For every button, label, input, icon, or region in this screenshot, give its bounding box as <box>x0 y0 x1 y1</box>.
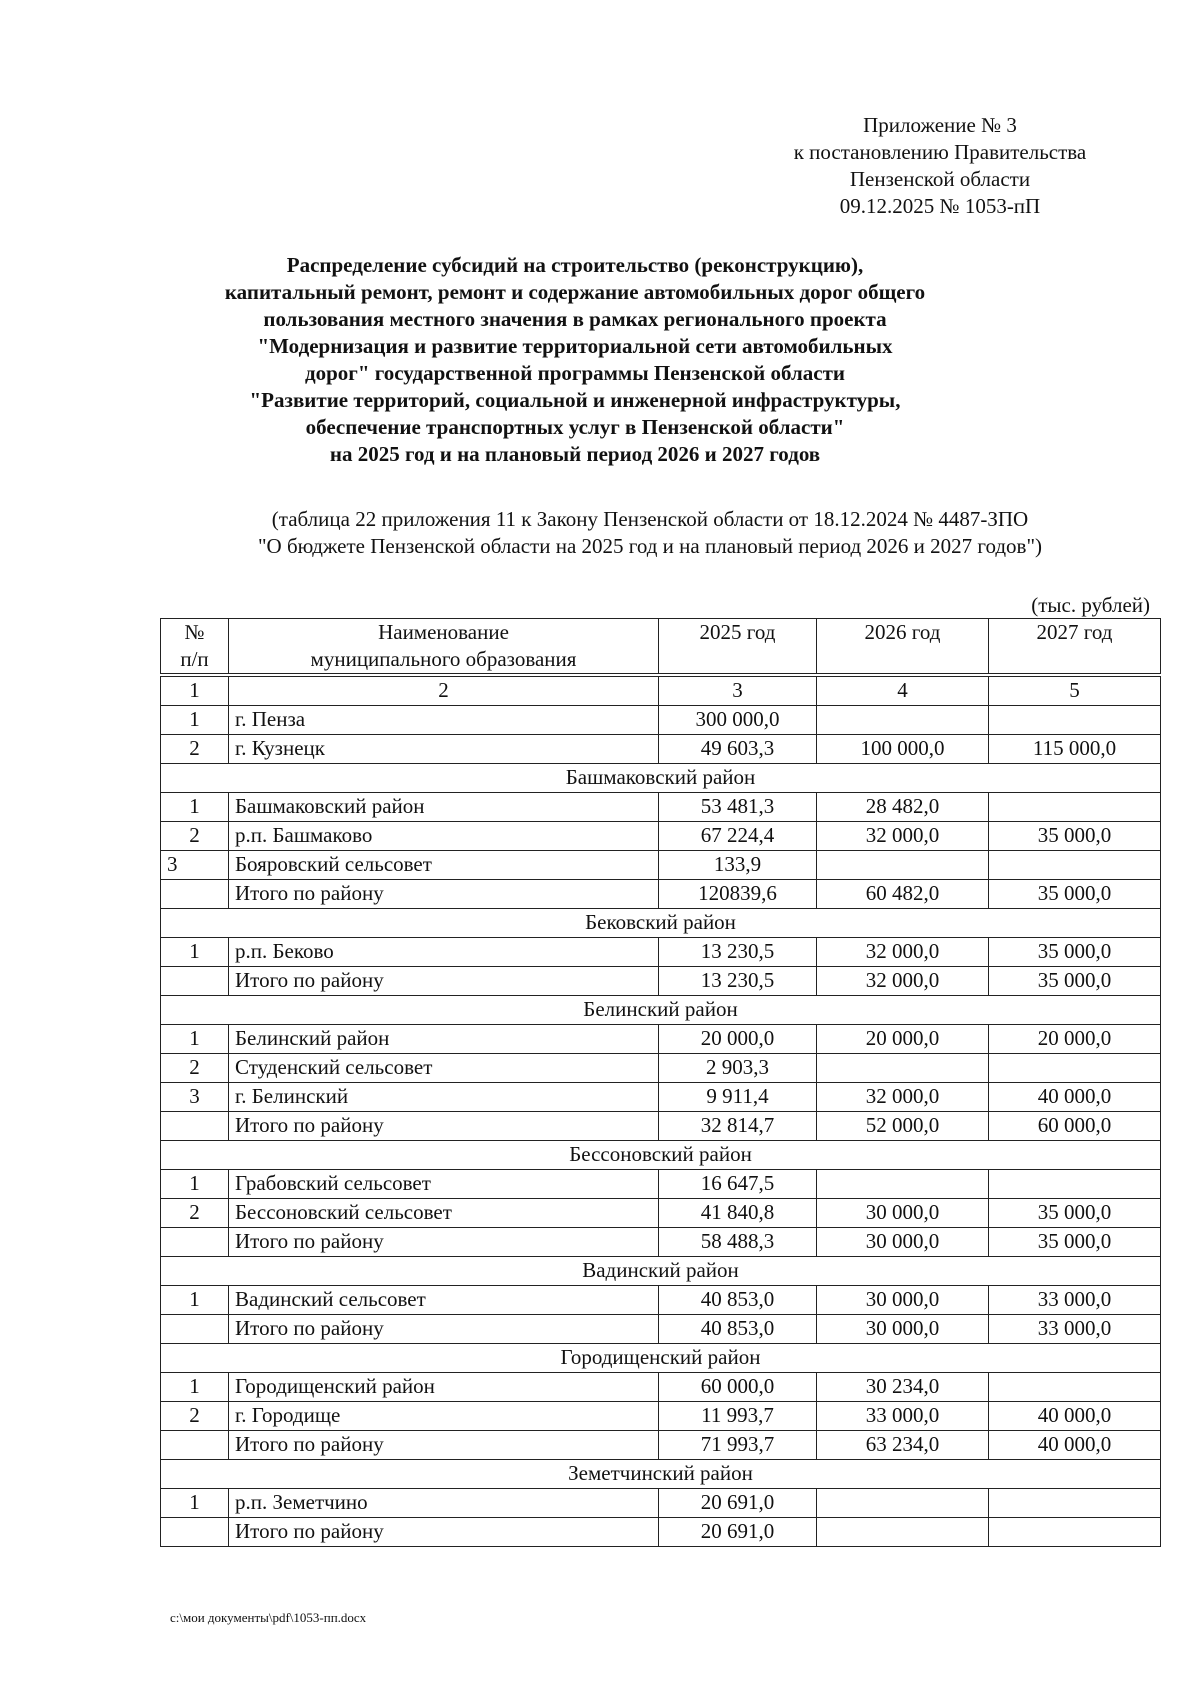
value-2027: 115 000,0 <box>989 735 1161 764</box>
value-2027: 35 000,0 <box>989 1228 1161 1257</box>
value-2025: 32 814,7 <box>659 1112 817 1141</box>
value-2027 <box>989 851 1161 880</box>
appendix-line: Пензенской области <box>849 167 1031 191</box>
value-2025: 71 993,7 <box>659 1431 817 1460</box>
header-num <box>161 619 229 676</box>
row-number: 2 <box>161 1402 229 1431</box>
header-name-line1: Наименование <box>378 620 509 644</box>
municipality-name: Белинский район <box>229 1025 659 1054</box>
value-2026: 100 000,0 <box>817 735 989 764</box>
value-2027: 35 000,0 <box>989 1199 1161 1228</box>
municipality-name: г. Кузнецк <box>229 735 659 764</box>
row-number <box>161 1431 229 1460</box>
value-2027 <box>989 793 1161 822</box>
table-header-row <box>161 619 1161 676</box>
value-2025: 13 230,5 <box>659 967 817 996</box>
value-2027: 35 000,0 <box>989 822 1161 851</box>
district-group-title: Городищенский район <box>161 1344 1161 1373</box>
district-group-row <box>161 1344 1161 1373</box>
row-number: 3 <box>161 851 229 880</box>
municipality-name: Студенский сельсовет <box>229 1054 659 1083</box>
district-total-row <box>161 1518 1161 1547</box>
row-number <box>161 1518 229 1547</box>
colnum-4: 4 <box>817 675 989 706</box>
colnum-5: 5 <box>989 675 1161 706</box>
value-2025: 49 603,3 <box>659 735 817 764</box>
title-line: обеспечение транспортных услуг в Пензенской области" <box>305 415 845 439</box>
municipality-name: г. Белинский <box>229 1083 659 1112</box>
municipality-name: Грабовский сельсовет <box>229 1170 659 1199</box>
municipality-name: р.п. Башмаково <box>229 822 659 851</box>
row-number <box>161 880 229 909</box>
header-num-line2: п/п <box>180 647 209 671</box>
district-total-row <box>161 1431 1161 1460</box>
file-path-footer: c:\мои документы\pdf\1053-пп.docx <box>170 1610 367 1625</box>
value-2026 <box>817 851 989 880</box>
header-name <box>229 619 659 676</box>
row-number <box>161 1315 229 1344</box>
value-2027: 35 000,0 <box>989 880 1161 909</box>
value-2025: 67 224,4 <box>659 822 817 851</box>
value-2026: 60 482,0 <box>817 880 989 909</box>
appendix-line: 09.12.2025 № 1053-пП <box>839 194 1041 218</box>
value-2025: 40 853,0 <box>659 1286 817 1315</box>
table-row <box>161 1054 1161 1083</box>
header-name-line2: муниципального образования <box>310 647 577 671</box>
municipality-name: Бессоновский сельсовет <box>229 1199 659 1228</box>
table-row <box>161 1083 1161 1112</box>
table-row <box>161 1286 1161 1315</box>
value-2027: 33 000,0 <box>989 1286 1161 1315</box>
district-total-row <box>161 1315 1161 1344</box>
value-2026 <box>817 706 989 735</box>
municipality-name: Итого по району <box>229 1112 659 1141</box>
value-2027 <box>989 706 1161 735</box>
municipality-name: Башмаковский район <box>229 793 659 822</box>
municipality-name: Итого по району <box>229 967 659 996</box>
value-2026: 52 000,0 <box>817 1112 989 1141</box>
municipality-name: г. Пенза <box>229 706 659 735</box>
appendix-line: к постановлению Правительства <box>793 140 1087 164</box>
table-row <box>161 793 1161 822</box>
value-2025: 300 000,0 <box>659 706 817 735</box>
district-group-title: Бековский район <box>161 909 1161 938</box>
value-2027 <box>989 1054 1161 1083</box>
row-number: 2 <box>161 1199 229 1228</box>
column-number-row <box>161 675 1161 706</box>
row-number: 3 <box>161 1083 229 1112</box>
title-line: Распределение субсидий на строительство (реконструкцию), <box>286 253 864 277</box>
title-line: капитальный ремонт, ремонт и содержание автомобильных дорог общего <box>224 280 926 304</box>
value-2025: 11 993,7 <box>659 1402 817 1431</box>
district-group-title: Белинский район <box>161 996 1161 1025</box>
value-2026 <box>817 1489 989 1518</box>
row-number: 1 <box>161 706 229 735</box>
value-2027: 40 000,0 <box>989 1402 1161 1431</box>
table-row <box>161 851 1161 880</box>
value-2027: 33 000,0 <box>989 1315 1161 1344</box>
municipality-name: Итого по району <box>229 1431 659 1460</box>
value-2027: 35 000,0 <box>989 938 1161 967</box>
value-2027: 40 000,0 <box>989 1431 1161 1460</box>
municipality-name: Бояровский сельсовет <box>229 851 659 880</box>
title-line: дорог" государственной программы Пензенской области <box>305 361 845 385</box>
value-2026: 32 000,0 <box>817 822 989 851</box>
value-2025: 16 647,5 <box>659 1170 817 1199</box>
value-2026: 30 000,0 <box>817 1228 989 1257</box>
subtitle-line: "О бюджете Пензенской области на 2025 год и на плановый период 2026 и 2027 годов") <box>257 534 1043 558</box>
district-group-row <box>161 764 1161 793</box>
table-row <box>161 822 1161 851</box>
district-group-title: Земетчинский район <box>161 1460 1161 1489</box>
district-group-title: Бессоновский район <box>161 1141 1161 1170</box>
value-2027 <box>989 1170 1161 1199</box>
header-num-line1: № <box>184 620 205 644</box>
value-2027: 35 000,0 <box>989 967 1161 996</box>
document-subtitle <box>150 506 1150 560</box>
units-label: (тыс. рублей) <box>1031 593 1150 617</box>
value-2026: 33 000,0 <box>817 1402 989 1431</box>
table-row <box>161 1402 1161 1431</box>
subtitle-line: (таблица 22 приложения 11 к Закону Пензенской области от 18.12.2024 № 4487-ЗПО <box>271 507 1029 531</box>
value-2027: 20 000,0 <box>989 1025 1161 1054</box>
table-row <box>161 938 1161 967</box>
row-number: 2 <box>161 822 229 851</box>
subsidy-table <box>160 618 1161 1547</box>
municipality-name: Итого по району <box>229 1228 659 1257</box>
municipality-name: Вадинский сельсовет <box>229 1286 659 1315</box>
value-2027: 60 000,0 <box>989 1112 1161 1141</box>
row-number <box>161 1228 229 1257</box>
district-total-row <box>161 1228 1161 1257</box>
municipality-name: Итого по району <box>229 880 659 909</box>
document-title <box>160 252 990 468</box>
table-row <box>161 1199 1161 1228</box>
value-2025: 9 911,4 <box>659 1083 817 1112</box>
title-line: пользования местного значения в рамках регионального проекта <box>263 307 887 331</box>
value-2025: 133,9 <box>659 851 817 880</box>
value-2026: 30 234,0 <box>817 1373 989 1402</box>
row-number: 1 <box>161 1489 229 1518</box>
row-number: 1 <box>161 793 229 822</box>
value-2025: 20 000,0 <box>659 1025 817 1054</box>
district-group-row <box>161 909 1161 938</box>
table-row <box>161 706 1161 735</box>
value-2026: 32 000,0 <box>817 967 989 996</box>
value-2025: 20 691,0 <box>659 1518 817 1547</box>
municipality-name: Итого по району <box>229 1315 659 1344</box>
value-2025: 58 488,3 <box>659 1228 817 1257</box>
row-number <box>161 1112 229 1141</box>
value-2026: 28 482,0 <box>817 793 989 822</box>
value-2026: 63 234,0 <box>817 1431 989 1460</box>
district-group-row <box>161 1257 1161 1286</box>
row-number <box>161 967 229 996</box>
header-2026: 2026 год <box>817 619 989 676</box>
value-2026 <box>817 1518 989 1547</box>
table-row <box>161 735 1161 764</box>
value-2026: 30 000,0 <box>817 1315 989 1344</box>
value-2026: 30 000,0 <box>817 1199 989 1228</box>
district-group-row <box>161 1460 1161 1489</box>
row-number: 1 <box>161 938 229 967</box>
district-group-title: Вадинский район <box>161 1257 1161 1286</box>
district-total-row <box>161 967 1161 996</box>
value-2026: 32 000,0 <box>817 1083 989 1112</box>
district-group-title: Башмаковский район <box>161 764 1161 793</box>
value-2026: 32 000,0 <box>817 938 989 967</box>
value-2026 <box>817 1170 989 1199</box>
appendix-block <box>770 112 1110 220</box>
header-2025: 2025 год <box>659 619 817 676</box>
value-2025: 60 000,0 <box>659 1373 817 1402</box>
table-row <box>161 1025 1161 1054</box>
table-row <box>161 1373 1161 1402</box>
row-number: 1 <box>161 1170 229 1199</box>
value-2027 <box>989 1489 1161 1518</box>
value-2027: 40 000,0 <box>989 1083 1161 1112</box>
value-2025: 13 230,5 <box>659 938 817 967</box>
colnum-2: 2 <box>229 675 659 706</box>
header-2027: 2027 год <box>989 619 1161 676</box>
row-number: 2 <box>161 1054 229 1083</box>
row-number: 1 <box>161 1373 229 1402</box>
municipality-name: Итого по району <box>229 1518 659 1547</box>
municipality-name: р.п. Беково <box>229 938 659 967</box>
municipality-name: Городищенский район <box>229 1373 659 1402</box>
table-row <box>161 1170 1161 1199</box>
value-2026: 30 000,0 <box>817 1286 989 1315</box>
value-2027 <box>989 1518 1161 1547</box>
title-line: на 2025 год и на плановый период 2026 и 2027 годов <box>329 442 821 466</box>
municipality-name: р.п. Земетчино <box>229 1489 659 1518</box>
district-total-row <box>161 880 1161 909</box>
appendix-line: Приложение № 3 <box>863 113 1017 137</box>
value-2026: 20 000,0 <box>817 1025 989 1054</box>
value-2025: 53 481,3 <box>659 793 817 822</box>
value-2026 <box>817 1054 989 1083</box>
value-2025: 120839,6 <box>659 880 817 909</box>
table-row <box>161 1489 1161 1518</box>
colnum-1: 1 <box>161 675 229 706</box>
row-number: 2 <box>161 735 229 764</box>
value-2025: 40 853,0 <box>659 1315 817 1344</box>
district-total-row <box>161 1112 1161 1141</box>
value-2027 <box>989 1373 1161 1402</box>
row-number: 1 <box>161 1025 229 1054</box>
value-2025: 2 903,3 <box>659 1054 817 1083</box>
district-group-row <box>161 996 1161 1025</box>
title-line: "Модернизация и развитие территориальной сети автомобильных <box>257 334 893 358</box>
municipality-name: г. Городище <box>229 1402 659 1431</box>
value-2025: 20 691,0 <box>659 1489 817 1518</box>
row-number: 1 <box>161 1286 229 1315</box>
value-2025: 41 840,8 <box>659 1199 817 1228</box>
colnum-3: 3 <box>659 675 817 706</box>
title-line: "Развитие территорий, социальной и инженерной инфраструктуры, <box>249 388 901 412</box>
district-group-row <box>161 1141 1161 1170</box>
